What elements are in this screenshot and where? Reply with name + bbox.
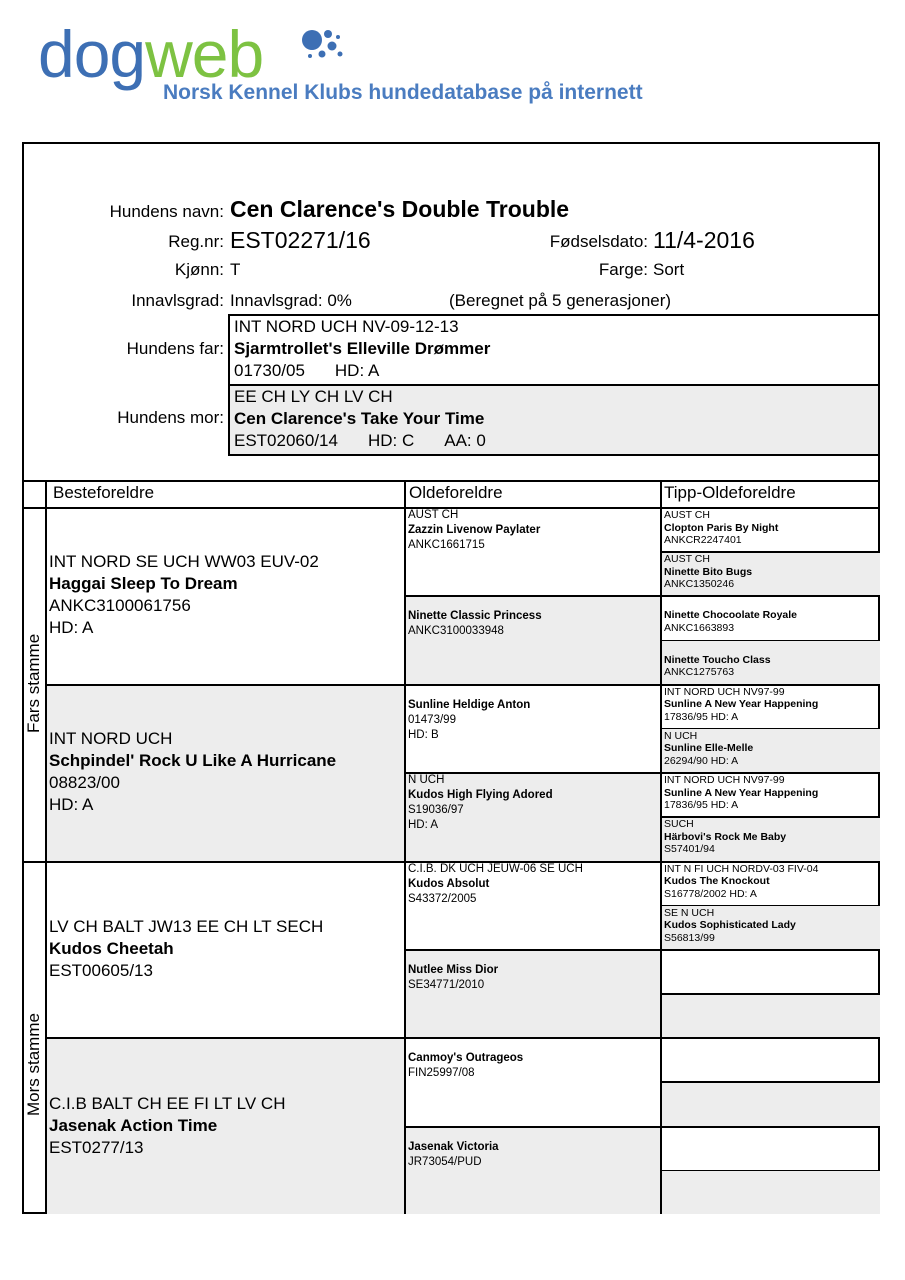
great-great-grandparent-cell[interactable]: [660, 905, 880, 949]
great-great-grandparent-cell[interactable]: [660, 640, 880, 684]
father-line-label: Fars stamme: [24, 633, 43, 733]
great-great-grandparent-line: Sunline A New Year Happening: [664, 786, 819, 799]
great-great-grandparent-line: Härbovi's Rock Me Baby: [664, 830, 787, 843]
great-grandparent-line: Ninette Classic Princess: [408, 610, 542, 623]
grid-row-line-minor: [660, 1170, 880, 1172]
grid-col-line-side: [45, 481, 47, 1214]
great-great-grandparent-line: SUCH: [664, 818, 694, 831]
great-great-grandparent-line: ANKC1663893: [664, 621, 735, 634]
great-great-grandparent-line: S56813/99: [664, 931, 715, 944]
great-grandparent-cell[interactable]: [404, 684, 660, 772]
great-great-grandparent-cell[interactable]: [660, 551, 880, 595]
col-head-grandparents: Besteforeldre: [53, 483, 155, 502]
name-label: Hundens navn:: [109, 202, 224, 221]
great-great-grandparent-line: AUST CH: [664, 553, 710, 566]
father-titles: INT NORD UCH NV-09-12-13: [234, 317, 459, 336]
grandparent-cell-line: INT NORD SE UCH WW03 EUV-02: [49, 552, 319, 572]
great-grandparent-cell[interactable]: [404, 772, 660, 860]
grid-row-line-mid: [404, 1126, 880, 1128]
great-grandparent-line: 01473/99: [408, 713, 456, 726]
logo-wordmark: [38, 18, 263, 90]
grid-row-line-minor: [660, 905, 880, 907]
grandparent-cell-line: ANKC3100061756: [49, 596, 191, 616]
father-reg: 01730/05 HD: A: [234, 361, 380, 380]
great-grandparent-line: Jasenak Victoria: [408, 1140, 499, 1153]
great-great-grandparent-line: SE N UCH: [664, 906, 715, 919]
great-grandparent-line: ANKC1661715: [408, 539, 485, 551]
great-grandparent-cell[interactable]: [404, 1037, 660, 1125]
grid-row-line-mid: [404, 772, 880, 774]
mother-line-label: Mors stamme: [24, 1013, 43, 1116]
great-great-grandparent-line: S57401/94: [664, 843, 715, 856]
great-great-grandparent-cell: [660, 1126, 880, 1170]
great-grandparent-line: SE34771/2010: [408, 978, 485, 991]
birth-value: 11/4-2016: [653, 227, 755, 253]
color-value: Sort: [653, 260, 685, 279]
great-grandparent-cell[interactable]: [404, 595, 660, 683]
great-great-grandparent-line: N UCH: [664, 729, 698, 742]
grandparent-cell-line: INT NORD UCH: [49, 729, 173, 749]
great-great-grandparent-line: INT N FI UCH NORDV-03 FIV-04: [664, 862, 819, 875]
great-great-grandparent-cell: [660, 949, 880, 993]
great-great-grandparent-cell: [660, 1037, 880, 1081]
great-grandparent-line: JR73054/PUD: [408, 1155, 482, 1168]
great-grandparent-line: Nutlee Miss Dior: [408, 963, 499, 976]
great-great-grandparent-line: INT NORD UCH NV97-99: [664, 685, 785, 698]
great-grandparent-line: HD: B: [408, 728, 439, 741]
great-grandparent-cell[interactable]: [404, 507, 660, 595]
great-grandparent-line: S19036/97: [408, 804, 464, 817]
great-grandparent-line: AUST CH: [408, 509, 459, 521]
great-great-grandparent-line: INT NORD UCH NV97-99: [664, 774, 785, 787]
great-grandparent-line: Kudos High Flying Adored: [408, 789, 553, 802]
grid-header-bottom-line: [22, 507, 880, 509]
grid-row-line-minor: [660, 728, 880, 730]
great-grandparent-cell[interactable]: [404, 949, 660, 1037]
col-head-greatgrandparents: Oldeforeldre: [409, 483, 503, 502]
grid-row-line-minor: [660, 1081, 880, 1083]
regnr-value: EST02271/16: [230, 227, 371, 253]
great-great-grandparent-line: Ninette Chocoolate Royale: [664, 609, 798, 622]
father-label: Hundens far:: [126, 339, 224, 358]
inbreeding-label: Innavlsgrad:: [131, 291, 224, 310]
mother-reg: EST02060/14 HD: C AA: 0: [234, 431, 486, 450]
grandparent-cell-line: HD: A: [49, 618, 94, 638]
great-grandparent-line: S43372/2005: [408, 892, 477, 905]
grandparent-cell-line: 08823/00: [49, 773, 120, 793]
grandparent-cell[interactable]: [45, 684, 404, 861]
grid-row-line-major: [45, 684, 880, 686]
great-great-grandparent-line: ANKC1350246: [664, 578, 735, 591]
great-great-grandparent-line: Clopton Paris By Night: [664, 521, 779, 534]
great-great-grandparent-line: 17836/95 HD: A: [664, 710, 739, 723]
father-box[interactable]: [228, 314, 880, 386]
great-great-grandparent-line: Ninette Bito Bugs: [664, 565, 753, 578]
grid-col-line-gp: [404, 481, 406, 1214]
great-grandparent-line: Sunline Heldige Anton: [408, 698, 531, 711]
great-great-grandparent-line: S16778/2002 HD: A: [664, 887, 757, 900]
great-great-grandparent-line: Kudos Sophisticated Lady: [664, 919, 796, 932]
mother-titles: EE CH LY CH LV CH: [234, 387, 393, 406]
grandparent-cell-line: Jasenak Action Time: [49, 1115, 218, 1135]
great-great-grandparent-line: Kudos The Knockout: [664, 875, 770, 887]
inbreeding-note: (Beregnet på 5 generasjoner): [449, 291, 672, 310]
grid-row-line-minor: [660, 640, 880, 642]
great-great-grandparent-cell[interactable]: [660, 684, 880, 728]
grandparent-cell-line: Kudos Cheetah: [49, 938, 174, 958]
grid-row-line-minor: [660, 551, 880, 553]
great-grandparent-line: FIN25997/08: [408, 1067, 475, 1080]
sex-value: T: [230, 260, 241, 279]
great-grandparent-line: Zazzin Livenow Paylater: [408, 524, 541, 536]
regnr-label: Reg.nr:: [168, 232, 224, 251]
grid-row-line-mid: [404, 595, 880, 597]
great-great-grandparent-cell: [660, 1081, 880, 1125]
table-top-border: [22, 480, 880, 482]
great-great-grandparent-line: ANKC1275763: [664, 666, 735, 679]
color-label: Farge:: [598, 260, 648, 279]
great-grandparent-line: C.I.B. DK UCH JEUW-06 SE UCH: [408, 862, 583, 875]
great-great-grandparent-line: Sunline A New Year Happening: [664, 698, 819, 711]
great-great-grandparent-cell: [660, 993, 880, 1037]
mother-label: Hundens mor:: [117, 408, 224, 427]
grid-row-line-minor: [660, 816, 880, 818]
sex-label: Kjønn:: [174, 260, 224, 279]
mother-name: Cen Clarence's Take Your Time: [234, 409, 485, 428]
grid-col-line-ggp: [660, 481, 662, 1214]
great-great-grandparent-line: ANKCR2247401: [664, 534, 742, 546]
logo-tagline: Norsk Kennel Klubs hundedatabase på internett: [163, 81, 643, 104]
great-great-grandparent-cell[interactable]: [660, 772, 880, 816]
great-grandparent-line: Kudos Absolut: [408, 877, 490, 890]
logo-word-web: web: [145, 17, 264, 91]
great-great-grandparent-cell[interactable]: [660, 507, 880, 551]
grandparent-cell-line: EST00605/13: [49, 960, 153, 980]
great-great-grandparent-cell[interactable]: [660, 816, 880, 860]
grandparent-cell[interactable]: [45, 1037, 404, 1214]
great-great-grandparent-line: 26294/90 HD: A: [664, 754, 739, 767]
col-head-greatgreatgrandparents: Tipp-Oldeforeldre: [664, 483, 796, 502]
logo-word-dog: dog: [38, 17, 146, 91]
great-great-grandparent-line: Ninette Toucho Class: [664, 653, 771, 666]
dogweb-logo: [38, 18, 658, 118]
great-great-grandparent-line: AUST CH: [664, 509, 710, 521]
great-grandparent-cell[interactable]: [404, 1126, 660, 1214]
great-great-grandparent-cell: [660, 1170, 880, 1214]
grandparent-cell[interactable]: [45, 507, 404, 684]
grid-row-line-minor: [660, 993, 880, 995]
grandparent-cell-line: Schpindel' Rock U Like A Hurricane: [49, 751, 337, 771]
great-grandparent-line: ANKC3100033948: [408, 625, 504, 638]
great-great-grandparent-line: 17836/95 HD: A: [664, 799, 739, 812]
great-grandparent-cell[interactable]: [404, 861, 660, 949]
mother-box[interactable]: [228, 384, 880, 456]
great-grandparent-line: N UCH: [408, 774, 445, 787]
birth-label: Fødselsdato:: [549, 232, 648, 251]
great-great-grandparent-cell[interactable]: [660, 861, 880, 905]
grid-row-line-major: [22, 861, 880, 863]
grandparent-cell-line: EST0277/13: [49, 1137, 144, 1157]
grid-row-line-mid: [404, 949, 880, 951]
grandparent-cell-line: Haggai Sleep To Dream: [49, 574, 238, 594]
dog-name: Cen Clarence's Double Trouble: [230, 196, 570, 222]
great-great-grandparent-line: Sunline Elle-Melle: [664, 742, 754, 755]
inbreeding-value: Innavlsgrad: 0%: [230, 291, 352, 310]
grandparent-cell-line: C.I.B BALT CH EE FI LT LV CH: [49, 1093, 286, 1113]
logo-dots-icon: [300, 28, 350, 68]
grid-row-line-major: [45, 1037, 880, 1039]
great-grandparent-line: HD: A: [408, 819, 439, 832]
grandparent-cell-line: HD: A: [49, 795, 94, 815]
grandparent-cell-line: LV CH BALT JW13 EE CH LT SECH: [49, 916, 324, 936]
great-great-grandparent-cell[interactable]: [660, 728, 880, 772]
great-great-grandparent-cell[interactable]: [660, 595, 880, 639]
father-name: Sjarmtrollet's Elleville Drømmer: [234, 339, 491, 358]
grandparent-cell[interactable]: [45, 861, 404, 1038]
great-grandparent-line: Canmoy's Outrageos: [408, 1052, 524, 1065]
